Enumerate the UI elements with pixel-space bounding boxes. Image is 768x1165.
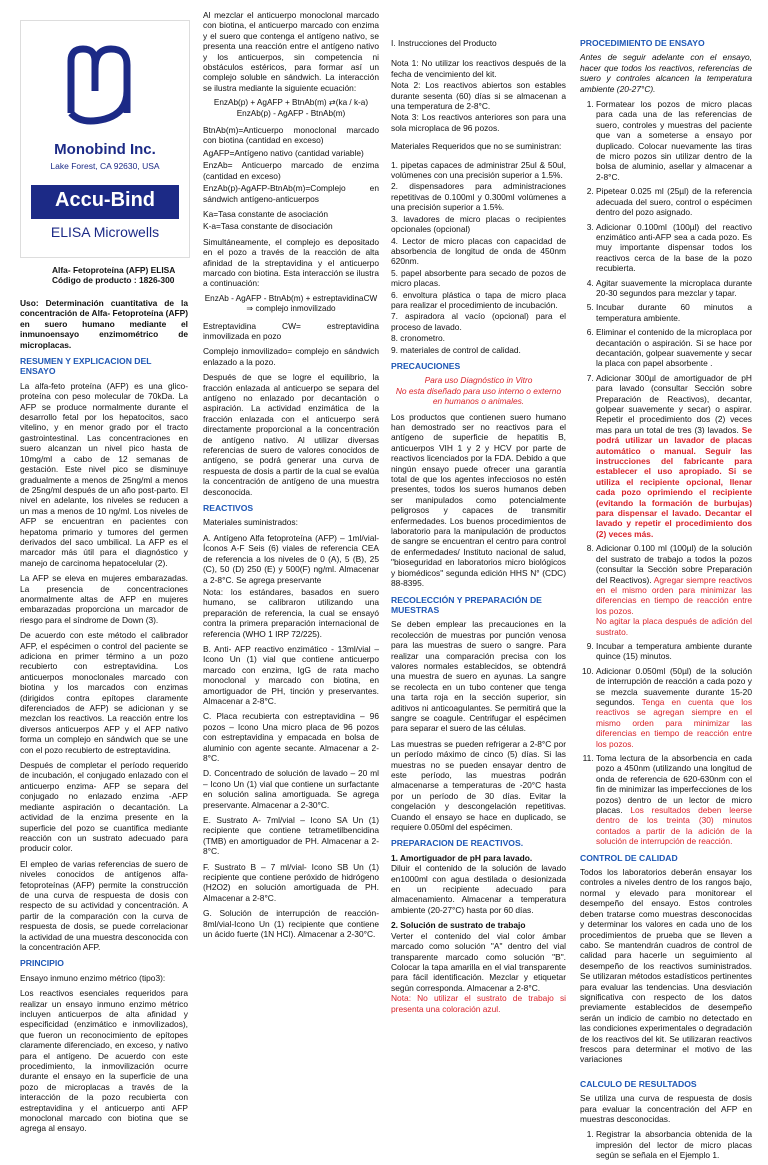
step-8-note: No agitar la placa después de adición del sustrato. bbox=[596, 616, 752, 637]
precautions-text: Los productos que contienen suero humano han demostrado ser no reactivos para el antígeno de superficie de hepatitis B, anticuerpos VIH 1 y 2 y HCV por parte de reactivos licenciados por la FDA. Debido a que ningún ensayo puede ofrecer una garantía total de que los agentes infecciosos no estén presentes, todos los sueros humanos deben ser manipulados como potencialmente peligrosos y capaces de transmitir enfermedades. Los buenos procedimientos de laboratorio para la manipulación de productos de sangre se encuentran el centro para control de enfermedades/ Instituto nacional de salud, "bioseguridad en laboratorios micro biológicos y biomédicos" segunda edición HHS N° (CDC) 88-8395. bbox=[391, 411, 566, 589]
note-2: Nota 2: Los reactivos abiertos son estables durante sesenta (60) días si se almacenan a una temperatura de 2-8°C. bbox=[391, 80, 566, 112]
step-3-text: Adicionar 0.100ml (100µl) del reactivo enzimático anti-AFP sea a cada pozo. Es muy importante dispensar todos los reactivos cerca de la base de la pozo recubierta. bbox=[596, 221, 752, 274]
equation-2: EnzAb - AgAFP - BtnAb(m) + estreptavidinaCW ⇒ complejo inmovilizado bbox=[204, 293, 378, 314]
step-10-text: Adicionar 0.050ml (50µl) de la solución de interrupción de reacción a cada pozo y se mezcla suavemente durante 15-20 segundos. bbox=[596, 665, 752, 707]
collection-p1: Se deben emplear las precauciones en la recolección de muestras por punción venosa para las muestras de suero o sangre. Para realizar una comparación precisa con los valores normales establecidos, se obtendrá una muestra de suero en ayunas. La sangre se recolecta en un tubo contener que tenga una tarta roja en la sección superior, sin aditivos ni anticoagulantes. Se permitirá que la sangre se coagule. Centrifugar el espécimen para separar el suero de las células. bbox=[391, 619, 566, 734]
summary-p3: De acuerdo con este método el calibrador AFP, el espécimen o control del paciente se adiciona en primer término a un pozo recubierto con estreptavidina. Los anticuerpos monoclonales marcado con biotina y los marcados con enzimas (dirigidos contra epítopes claramente diferenciados de AFP) se adicionan y se mezclan los reactivos. La reacción entre los diversos anticuerpos AFP y el AFP nativo forma un complejo en sándwich que se une con el pozo recubierto de estreptavidina. bbox=[20, 630, 188, 755]
step-4-text: Agitar suavemente la microplaca durante 20-30 segundos para mezclar y tapar. bbox=[596, 277, 752, 298]
step-2 bbox=[596, 186, 752, 217]
def-1: BtnAb(m)=Anticuerpo monoclonal marcado con biotina (cantidad en exceso) bbox=[203, 125, 379, 146]
prep-2: Verter el contenido del vial color ámbar marcado como solución "A" dentro del vial transparente marcado como solución "B". Colocar la tapa amarilla en el vial transparente para fácil identificación. Mezclar y etiquetar según corresponda. Almacenar a 2-8°C. bbox=[391, 930, 566, 993]
step-8 bbox=[596, 543, 752, 637]
step-2-text: Pipetear 0.025 ml (25µl) de la referencia adecuada del suero, control o espécimen dentro del pozo asignado. bbox=[596, 186, 752, 218]
summary-p5: El empleo de varias referencias de suero de niveles conocidos de antígenos alfa- fetoproteínas (AFP) permite la construcción de una curva de respuesta de dosis con respecto de su actividad y concentración. A partir de la comparación con la curva de respuesta de dosis, se puede correlacionar la actividad de una muestra desconocida con la concentración AFP. bbox=[20, 858, 188, 952]
procedure-intro: Antes de seguir adelante con el ensayo, hacer que todos los reactivos, referencias de suero y controles alcancen la temperatura ambiente (20-27°C). bbox=[580, 52, 752, 94]
column-3 bbox=[391, 38, 566, 1019]
step-11 bbox=[596, 753, 752, 847]
calc-heading: CALCULO DE RESULTADOS bbox=[580, 1078, 697, 1089]
prep-1: Diluir el contenido de la solución de lavado en1000ml con agua destilada o desionizada en un recipiente adecuado para almacenamiento. Almacenar a temperatura ambiente (20-27°C) hasta por 60 días. bbox=[391, 863, 566, 915]
material-3: 3. lavadores de micro placas o recipientes opcionales (opcional) bbox=[391, 213, 566, 235]
def-3: EnzAb= Anticuerpo marcado de enzima (cantidad en exceso) bbox=[203, 160, 379, 181]
step-9-text: Incubar a temperatura ambiente durante quince (15) minutos. bbox=[596, 640, 752, 662]
step-5 bbox=[596, 302, 752, 323]
material-2: 2. dispensadores para administraciones repetitivas de 0.100ml y 0.300ml volúmenes a una precisión superior a 1.5%. bbox=[391, 181, 566, 213]
principle-heading: PRINCIPIO bbox=[20, 958, 64, 969]
reagent-e: E. Sustrato A- 7ml/vial – Icono SA Un (1) recipiente que contiene tetrametilbencidina (TMB) en amortiguador de PH. Almacenar a 2-8°C. bbox=[203, 815, 379, 857]
monobind-logo bbox=[20, 20, 190, 258]
step-9 bbox=[596, 641, 752, 662]
reagents-subheading: Materiales suministrados: bbox=[203, 517, 298, 528]
product-instructions: I. Instrucciones del Producto bbox=[391, 38, 497, 48]
step-6-text: Eliminar el contenido de la microplaca por decantación o aspiración. Si se hace por decantación, golpear suavemente y secar la placa con papel absorbente . bbox=[596, 327, 752, 369]
step-10 bbox=[596, 666, 752, 749]
summary-p2: La AFP se eleva en mujeres embarazadas. La presencia de concentraciones anormalmente altas de AFP en mujeres embarazadas proporciona un marcador de riesgo para el síndrome de Down (3). bbox=[20, 573, 188, 625]
step-10-warning: Tenga en cuenta que los reactivos se agregan siempre en el mismo orden para minimizar las diferencias en tiempo de reacción entre los pozos. bbox=[596, 696, 753, 749]
material-8: 8. cronometro. bbox=[391, 333, 445, 344]
summary-heading: RESUMEN Y EXPLICACION DEL ENSAYO bbox=[20, 356, 152, 377]
reagent-g: G. Solución de interrupción de reacción-8ml/vial-Icono Un (1) recipiente que contiene un ácido fuerte (1N HCl). Almacenar a 2-30°C. bbox=[203, 908, 379, 940]
def-5: Ka=Tasa constante de asociación bbox=[203, 208, 329, 219]
step-7-text: Adicionar 300µl de amortiguador de pH para lavado (consultar Sección sobre Preparación de Reactivos), decantar, golpear suavemente y secar) o aspirar. Repetir el procedimiento dos (2) veces mas para un total de tres (3) lavados. bbox=[596, 372, 752, 435]
reagent-b: B. Anti- AFP reactivo enzimático - 13ml/vial – Icono Un (1) vial que contiene anticuerpo marcado con enzima, IgG de rata macho monoclonal y marcado con biotina, en amortiguador de PH, tinción y preservantes. Almacenar a 2-8°C. bbox=[203, 643, 379, 706]
step-1 bbox=[596, 99, 752, 182]
product-code: Código de producto : 1826-300 bbox=[52, 275, 175, 286]
col2-p2: Simultáneamente, el complejo es depositado en el pozo a través de la reacción de alta afinidad de la streptavidina y el anticuerpo marcado con biotina. Esta interacción se ilustra a continuación: bbox=[203, 236, 379, 289]
reagent-c: C. Placa recubierta con estreptavidina – 96 pozos – Icono Una micro placa de 96 pozos con estreptavidina y empacada en bolsa de aluminio con agente secante. Almacenar a 2-8°C. bbox=[203, 711, 379, 763]
prep-1-title: 1. Amortiguador de pH para lavado. bbox=[391, 852, 533, 863]
company-name: Monobind Inc. bbox=[54, 141, 156, 158]
note-1: Nota 1: No utilizar los reactivos después de la fecha de vencimiento del kit. bbox=[391, 58, 566, 79]
step-11-text: Toma lectura de la absorbencia en cada pozo a 450nm (utilizando una longitud de onda de referencia de 620-630nm con el fin de minimizar las imperfecciones de los pozos) dentro de un lector de micro placas. bbox=[596, 753, 752, 816]
brand-name: Accu-Bind bbox=[55, 189, 155, 211]
product-identification bbox=[52, 265, 182, 286]
principle-p1: Ensayo inmuno enzimo métrico (tipo3): bbox=[20, 972, 166, 983]
step-7-warning: Se podrá utilizar un lavador de placas automático o manual. Seguir las instrucciones del fabricante para establecer el uso apropiado. Si se utiliza el recipiente opcional, llenar cada pozo oprimiendo el recipiente (evitando la formación de burbujas) para dispensar el lavado. Decantar el lavado y repetir el procedimiento dos (2) veces más. bbox=[596, 424, 752, 539]
qc-heading: CONTROL DE CALIDAD bbox=[580, 852, 678, 863]
collection-p2: Las muestras se pueden refrigerar a 2-8°C por un período máximo de cinco (5) días. Si las muestras no se pueden ensayar dentro de este período, las muestras podrán almacenarse a temperaturas de -20°C hasta por un período de 30 días. Evitar la congelación y descongelación repetitivas. Cuando el ensayo se hace en duplicado, se requiere 0.050ml del espécimen. bbox=[391, 738, 566, 833]
precaution-2: No esta diseñado para uso interno o externo en humanos o animales. bbox=[395, 385, 562, 407]
collection-heading: RECOLECCIÓN Y PREPARACIÓN DE MUESTRAS bbox=[391, 594, 542, 615]
col2-p4: Complejo inmovilizado= complejo en sándwich enlazado a la pozo. bbox=[203, 346, 379, 367]
material-1: 1. pipetas capaces de administrar 25ul & 50ul, volúmenes con una precisión superior a 1.5%. bbox=[391, 159, 566, 181]
material-4: 4. Lector de micro placas con capacidad de absorbencia de longitud de onda de 450nm 620nm. bbox=[391, 235, 566, 267]
material-9: 9. materiales de control de calidad. bbox=[391, 344, 521, 355]
note-3: Nota 3: Los reactivos anteriores son para una sola microplaca de 96 pozos. bbox=[391, 112, 566, 133]
summary-p1: La alfa-feto proteína (AFP) es una glico-proteína con peso molecular de 70kDa. La AFP se produce normalmente durante el desarrollo fetal por los hepatocitos, saco vitelino, y en menor grado por el tracto gastrointestinal. Las concentraciones en suero alcanzan un nivel pico hasta de 10mg/ml a cabo de 12 semanas de gestación. Este nivel pico se disminuye gradualmente a menos de 25ng/ml a menos de 25ng/ml después de un año post-parto. El nivel en adelante, los niveles se reducen a un mas a menos de 10 ng/ml. Los niveles de AFP se encuentran en pacientes con hepatoma primario y tumores del germen derivados del saco umbilical. La AFP es el marcador más útil para el diagnóstico y manejo de carcinoma hepatocelular (2). bbox=[20, 380, 188, 568]
column-4 bbox=[580, 38, 752, 1165]
step-11-warning: Los resultados deben leerse dentro de los treinta (30) minutos contados a partir de la adición de la solución de interrupción de reacción. bbox=[596, 805, 753, 847]
reagent-d: D. Concentrado de solución de lavado – 20 ml – Icono Un (1) vial que contiene un surfactante en solución salina amortiguada. Se agrega preservante. Almacenar a 2-30°C. bbox=[203, 768, 379, 810]
principle-p2: Los reactivos esenciales requeridos para realizar un ensayo inmuno enzimo métrico incluyen anticuerpos de alta afinidad y especificidad (enzimático e inmovilizados), que fueron un reconocimiento de epítopes claramente diferenciado, en exceso, y nativo para el antígeno. De acuerdo con este procedimiento, la inmovilización ocurre durante el ensayo en la superficie de una pozo de microplacas a través de la interacción de la pozo recubierta con estreptavidina y el anticuerpo anti AFP monoclonal marcado con biotina que se agrega al ensayo. bbox=[20, 988, 188, 1134]
prep-heading: PREPARACION DE REACTIVOS. bbox=[391, 838, 524, 849]
summary-p4: Después de completar el período requerido de incubación, el conjugado enlazado con el anticuerpo enzima- AFP se separa del conjugado no enlazado enzima -AFP mediante aspiración o decantación. La actividad de la enzima presente en la superficie del pozo se cuantifica mediante reacción con un sustrato adecuado para producir color. bbox=[20, 760, 188, 854]
procedure-steps bbox=[580, 99, 752, 847]
step-6 bbox=[596, 327, 752, 369]
calc-steps bbox=[580, 1129, 752, 1160]
col2-p5: Después de que se logre el equilibrio, la fracción enlazada al anticuerpo se separa del antígeno no enlazado por decantación o aspiración. La actividad enzimática de la fracción enlazada con el anticuerpo será directamente proporcional a la concentración de antígeno nativo. Al utilizar diversas referencias de suero de valores conocidos de antígeno, se podrá generar una curva de respuesta de dosis a partir de la cual se evalúa la concentración de antígeno de una muestra desconocida. bbox=[203, 372, 379, 497]
column-2 bbox=[203, 10, 379, 945]
col2-p3: Estreptavidina CW= estreptavidina inmovilizada en pozo bbox=[203, 320, 379, 341]
step-3 bbox=[596, 222, 752, 274]
equation-1: EnzAb(p) + AgAFP + BtnAb(m) ⇄(ka / k-a) EnzAb(p) - AgAFP - BtnAb(m) bbox=[213, 98, 369, 118]
column-1 bbox=[20, 298, 188, 1139]
reagent-a: A. Antígeno Alfa fetoproteína (AFP) – 1ml/vial- Íconos A-F Seis (6) viales de referencia CEA de referencia a los niveles de 0 (A), 5 (B), 25 (C), 50 (D) 250 (E) y 500(F) ng/ml. Almacenar a 2-8°C. Se agrega preservante bbox=[203, 532, 379, 585]
precaution-1: Para uso Diagnóstico in Vitro bbox=[424, 375, 533, 386]
step-5-text: Incubar durante 60 minutos a temperatura ambiente. bbox=[596, 302, 752, 323]
def-4: EnzAb(p)-AgAFP-BtnAb(m)=Complejo en sándwich antígeno-anticuerpos bbox=[203, 183, 379, 204]
calc-text: Se utiliza una curva de respuesta de dosis para evaluar la concentración del AFP en muestras desconocidas. bbox=[580, 1093, 752, 1124]
def-6: K-a=Tasa constante de disociación bbox=[203, 221, 333, 232]
step-1-text: Formatear los pozos de micro placas para cada una de las referencias de suero, controles y muestras del paciente que van a someterse a ensayo por duplicado. Colocar nuevamente las tiras de micro pozos sin utilizar dentro de la bolsa de aluminio, asellar y almacenar a 2-8°C. bbox=[596, 99, 752, 182]
prep-2-note: Nota: No utilizar el sustrato de trabajo si presenta una coloración azul. bbox=[391, 993, 566, 1014]
product-name: Alfa- Fetoproteína (AFP) ELISA bbox=[52, 265, 176, 275]
company-location: Lake Forest, CA 92630, USA bbox=[50, 161, 160, 171]
reagent-a-note: Nota: los estándares, basados en suero humano, se calibraron utilizando una preparación de referencia, la cual se ensayó contra la primera preparación internacional de referencia (WHO 1 IRP 72/225). bbox=[203, 586, 379, 639]
qc-text: Todos los laboratorios deberán ensayar los controles a niveles dentro de los rangos bajo, normal y elevado para monitorear el desempeño del ensayo. Estos controles deben tratarse como muestras desconocidas y determinar los valores en cada uno de los procedimientos de prueba que se lleven a cabo. Se mantendrán cuadros de control de calidad para hacerle un seguimiento al desempeño de los reactivos suministrados. Se utilizaran métodos estadísticos pertinentes para evaluar las tendencias. Una desviación significativa con respecto de los datos previamente establecidos de desempeño serán un indicio de cambio no detectado en las condiciones experimentales o degradación de los reactivos del kit. Se utilizaran reactivos frescos para determinar el motivo de las variaciones bbox=[580, 867, 752, 1065]
procedure-heading: PROCEDIMIENTO DE ENSAYO bbox=[580, 38, 705, 48]
calc-step-1-text: Registrar la absorbancia obtenida de la impresión del lector de micro placas según se señala en el Ejemplo 1. bbox=[596, 1129, 752, 1161]
reagents-heading: REACTIVOS bbox=[203, 503, 254, 514]
material-7: 7. aspiradora al vacío (opcional) para el proceso de lavado. bbox=[391, 311, 566, 332]
use-statement: Uso: Determinación cuantitativa de la concentración de Alfa- Fetoproteína (AFP) en suero humano mediante el inmunoensayo enzimométrico de microplacas. bbox=[20, 298, 188, 350]
col2-p1: Al mezclar el anticuerpo monoclonal marcado con biotina, el anticuerpo marcado con enzima y el suero que contenga el antígeno nativo, se presenta una reacción entre el antígeno nativo y los anticuerpos, sin competencia ni obstáculos estéricos, para formar así un complejo soluble en sándwich. La interacción se ilustra mediante la siguiente ecuación: bbox=[203, 10, 379, 93]
def-2: AgAFP=Antígeno nativo (cantidad variable) bbox=[203, 147, 364, 158]
step-8-warning: Agregar siempre reactivos en el mismo orden para minimizar las diferencias en tiempo de reacción entre los pozos. bbox=[596, 574, 753, 616]
material-5: 5. papel absorbente para secado de pozos de micro placas. bbox=[391, 267, 566, 289]
brand-subtitle: ELISA Microwells bbox=[50, 224, 160, 240]
calc-step-1 bbox=[596, 1129, 752, 1160]
monobind-logo-mark bbox=[21, 21, 189, 257]
prep-2-title: 2. Solución de sustrato de trabajo bbox=[391, 920, 526, 931]
material-6: 6. envoltura plástica o tapa de micro placa para realizar el procedimiento de incubación. bbox=[391, 289, 566, 310]
reagent-f: F. Sustrato B – 7 ml/vial- Icono SB Un (1) recipiente que contiene peróxido de hidrógeno (H2O2) en solución amortiguada de PH. Almacenar a 2-8°C. bbox=[203, 861, 379, 903]
step-4 bbox=[596, 278, 752, 299]
materials-heading: Materiales Requeridos que no se suministran: bbox=[391, 141, 562, 152]
precautions-heading: PRECAUCIONES bbox=[391, 360, 461, 371]
step-8-text: Adicionar 0.100 ml (100µl) de la solución del sustrato de trabajo a todos la pozos (consultar la Sección sobre Preparación del Reactivos). bbox=[596, 543, 752, 585]
step-7 bbox=[596, 373, 752, 540]
